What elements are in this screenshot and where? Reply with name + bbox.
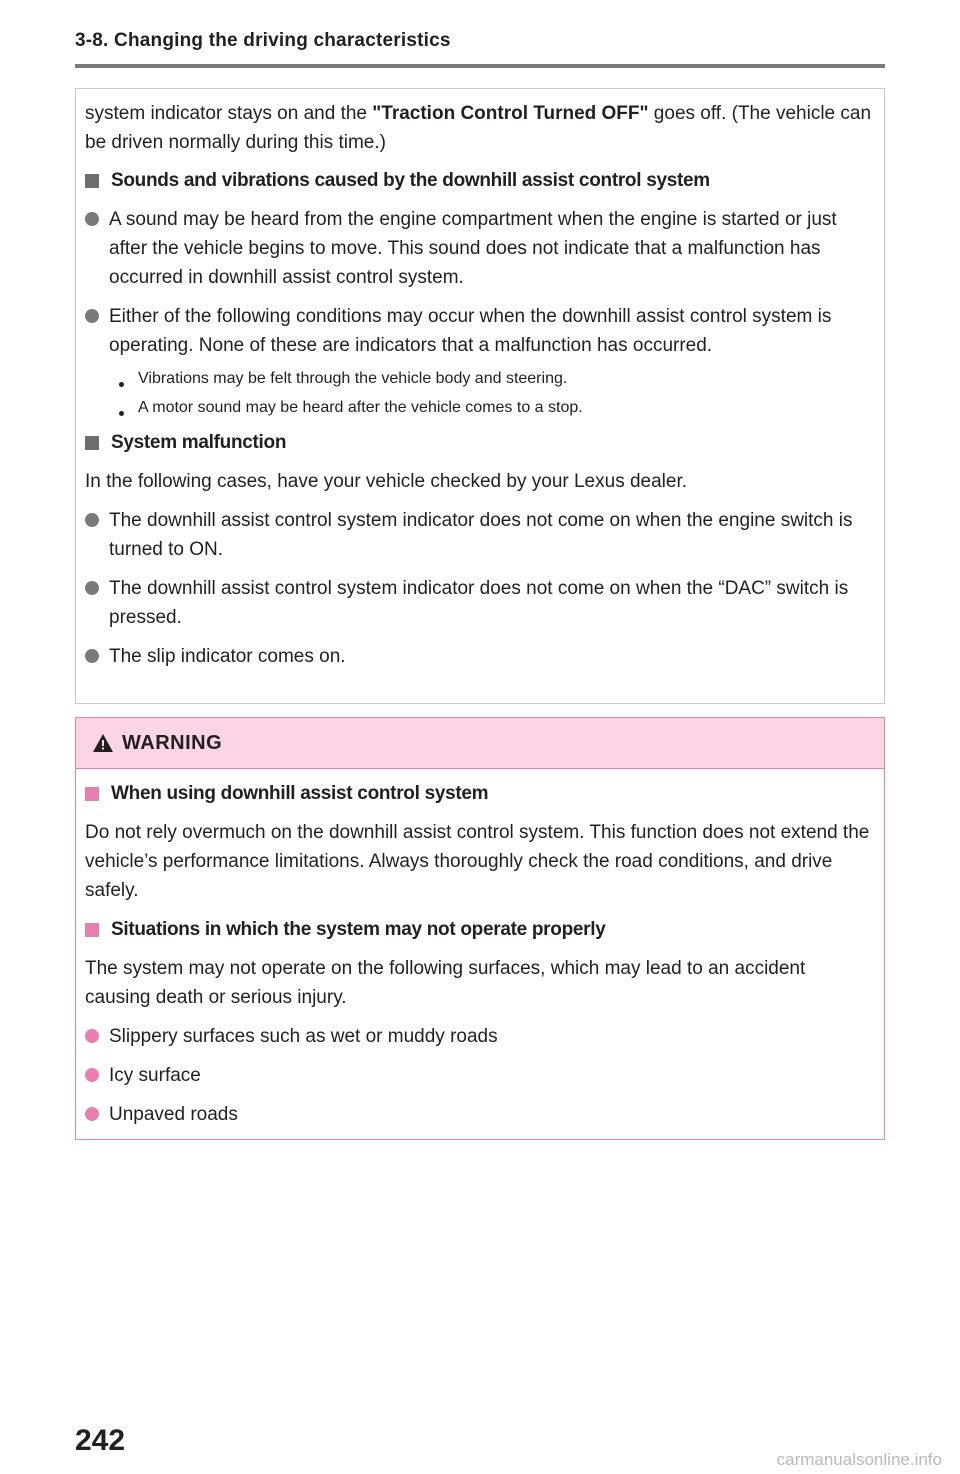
square-bullet-icon (85, 787, 99, 801)
circle-bullet-icon (85, 212, 99, 226)
warning-header (76, 718, 884, 769)
list-item (85, 205, 874, 292)
warning-box (75, 717, 885, 1140)
section-heading-malfunction (85, 428, 874, 457)
watermark: carmanualsonline.info (776, 1450, 942, 1469)
warning-paragraph: The system may not operate on the following surfaces, which may lead to an accident causing death or serious injury. (85, 958, 806, 1008)
heading-text: Situations in which the system may not operate properly (111, 919, 606, 940)
lead-text: system indicator stays on and the (85, 103, 373, 124)
list-item (85, 642, 874, 671)
warning-paragraph: Do not rely overmuch on the downhill assist control system. This function does not extend the vehicle’s performance limitations. Always thoroughly check the road conditions, and drive safely. (85, 822, 870, 901)
square-bullet-icon (85, 436, 99, 450)
sub-item-text: Vibrations may be felt through the vehicle body and steering. (138, 370, 568, 387)
dot-bullet-icon (119, 411, 124, 416)
heading-text: Sounds and vibrations caused by the downhill assist control system (111, 170, 710, 191)
heading-text: System malfunction (111, 432, 287, 453)
list-item-text: Icy surface (109, 1065, 201, 1086)
circle-bullet-icon (85, 1107, 99, 1121)
dot-bullet-icon (119, 382, 124, 387)
list-item-text: Either of the following conditions may occur when the downhill assist control system is operating. None of these are indicators that a malfunction has occurred. (109, 306, 832, 356)
list-item-text: Slippery surfaces such as wet or muddy roads (109, 1026, 498, 1047)
lead-bold-text: "Traction Control Turned OFF" (372, 103, 649, 124)
continued-paragraph (85, 99, 874, 157)
sub-list-item (119, 370, 874, 388)
list-item (85, 1022, 874, 1051)
list-item (85, 302, 874, 360)
heading-text: When using downhill assist control system (111, 783, 489, 804)
warning-heading-usage (85, 779, 874, 808)
square-bullet-icon (85, 923, 99, 937)
section-intro: In the following cases, have your vehicle checked by your Lexus dealer. (85, 471, 688, 492)
page-header-title: 3-8. Changing the driving characteristics (75, 30, 451, 51)
list-item-text: Unpaved roads (109, 1104, 238, 1125)
circle-bullet-icon (85, 1029, 99, 1043)
sub-item-text: A motor sound may be heard after the vehicle comes to a stop. (138, 399, 583, 416)
warning-triangle-icon (92, 733, 114, 753)
list-item (85, 506, 874, 564)
square-bullet-icon (85, 174, 99, 188)
sub-list-item (119, 399, 874, 417)
circle-bullet-icon (85, 649, 99, 663)
circle-bullet-icon (85, 1068, 99, 1082)
warning-title: WARNING (122, 731, 223, 754)
circle-bullet-icon (85, 581, 99, 595)
list-item (85, 1100, 874, 1129)
list-item-text: The downhill assist control system indicator does not come on when the engine switch is turned to ON. (109, 510, 853, 560)
list-item-text: The downhill assist control system indicator does not come on when the “DAC” switch is pressed. (109, 578, 849, 628)
section-heading-sounds (85, 166, 874, 195)
warning-body (76, 769, 884, 1129)
warning-heading-situations (85, 915, 874, 944)
header-rule (75, 64, 885, 68)
lead-text-end: goes off. (The vehicle can be driven normally during this time.) (85, 103, 872, 153)
list-item (85, 1061, 874, 1090)
circle-bullet-icon (85, 309, 99, 323)
list-item-text: The slip indicator comes on. (109, 646, 346, 667)
info-box (75, 88, 885, 704)
list-item (85, 574, 874, 632)
circle-bullet-icon (85, 513, 99, 527)
list-item-text: A sound may be heard from the engine compartment when the engine is started or just after the vehicle begins to move. This sound does not indicate that a malfunction has occurred in downhill assist control system. (109, 209, 837, 288)
page-number: 242 (75, 1424, 126, 1457)
